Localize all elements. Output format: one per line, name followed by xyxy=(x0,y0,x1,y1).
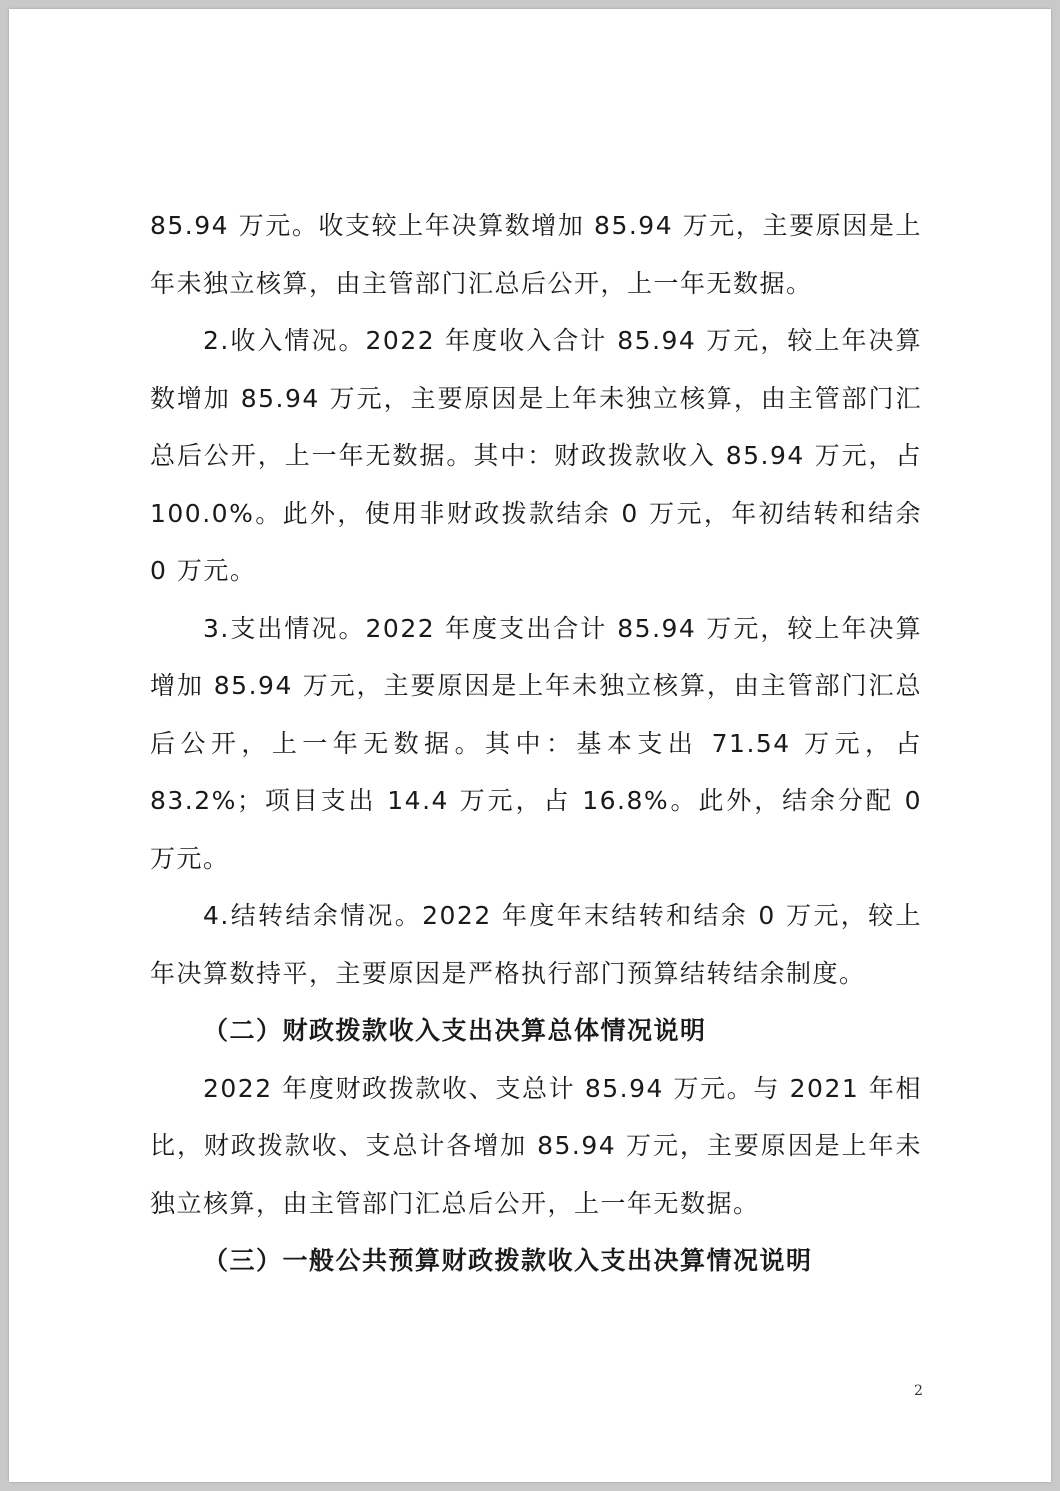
paragraph-expenditure: 3.支出情况。2022 年度支出合计 85.94 万元，较上年决算增加 85.94 万元，主要原因是上年未独立核算，由主管部门汇总后公开，上一年无数据。其中：基本支出 71.54 万元，占 83.2%；项目支出 14.4 万元，占 16.8%。此外，结余分配 0 万元。 xyxy=(150,613,922,873)
paragraph-income: 2.收入情况。2022 年度收入合计 85.94 万元，较上年决算数增加 85.94 万元，主要原因是上年未独立核算，由主管部门汇总后公开，上一年无数据。其中：财政拨款收入 85.94 万元，占 100.0%。此外，使用非财政拨款结余 0 万元，年初结转和结余 0 万元。 xyxy=(150,326,922,585)
section-heading-general-budget: （三）一般公共预算财政拨款收入支出决算情况说明 xyxy=(203,1246,813,1275)
paragraph-continuation: 85.94 万元。收支较上年决算数增加 85.94 万元，主要原因是上年未独立核算，由主管部门汇总后公开，上一年无数据。 xyxy=(150,211,922,298)
section-heading-fiscal-overview: （二）财政拨款收入支出决算总体情况说明 xyxy=(203,1016,707,1045)
paragraph-carryover: 4.结转结余情况。2022 年度年末结转和结余 0 万元，较上年决算数持平，主要原因是严格执行部门预算结转结余制度。 xyxy=(150,901,922,988)
page-body xyxy=(150,197,922,1290)
paragraph-fiscal-overview: 2022 年度财政拨款收、支总计 85.94 万元。与 2021 年相比，财政拨款收、支总计各增加 85.94 万元，主要原因是上年未独立核算，由主管部门汇总后公开，上一年无数据。 xyxy=(150,1073,922,1218)
page-number: 2 xyxy=(914,1383,923,1399)
document-page xyxy=(9,9,1051,1482)
